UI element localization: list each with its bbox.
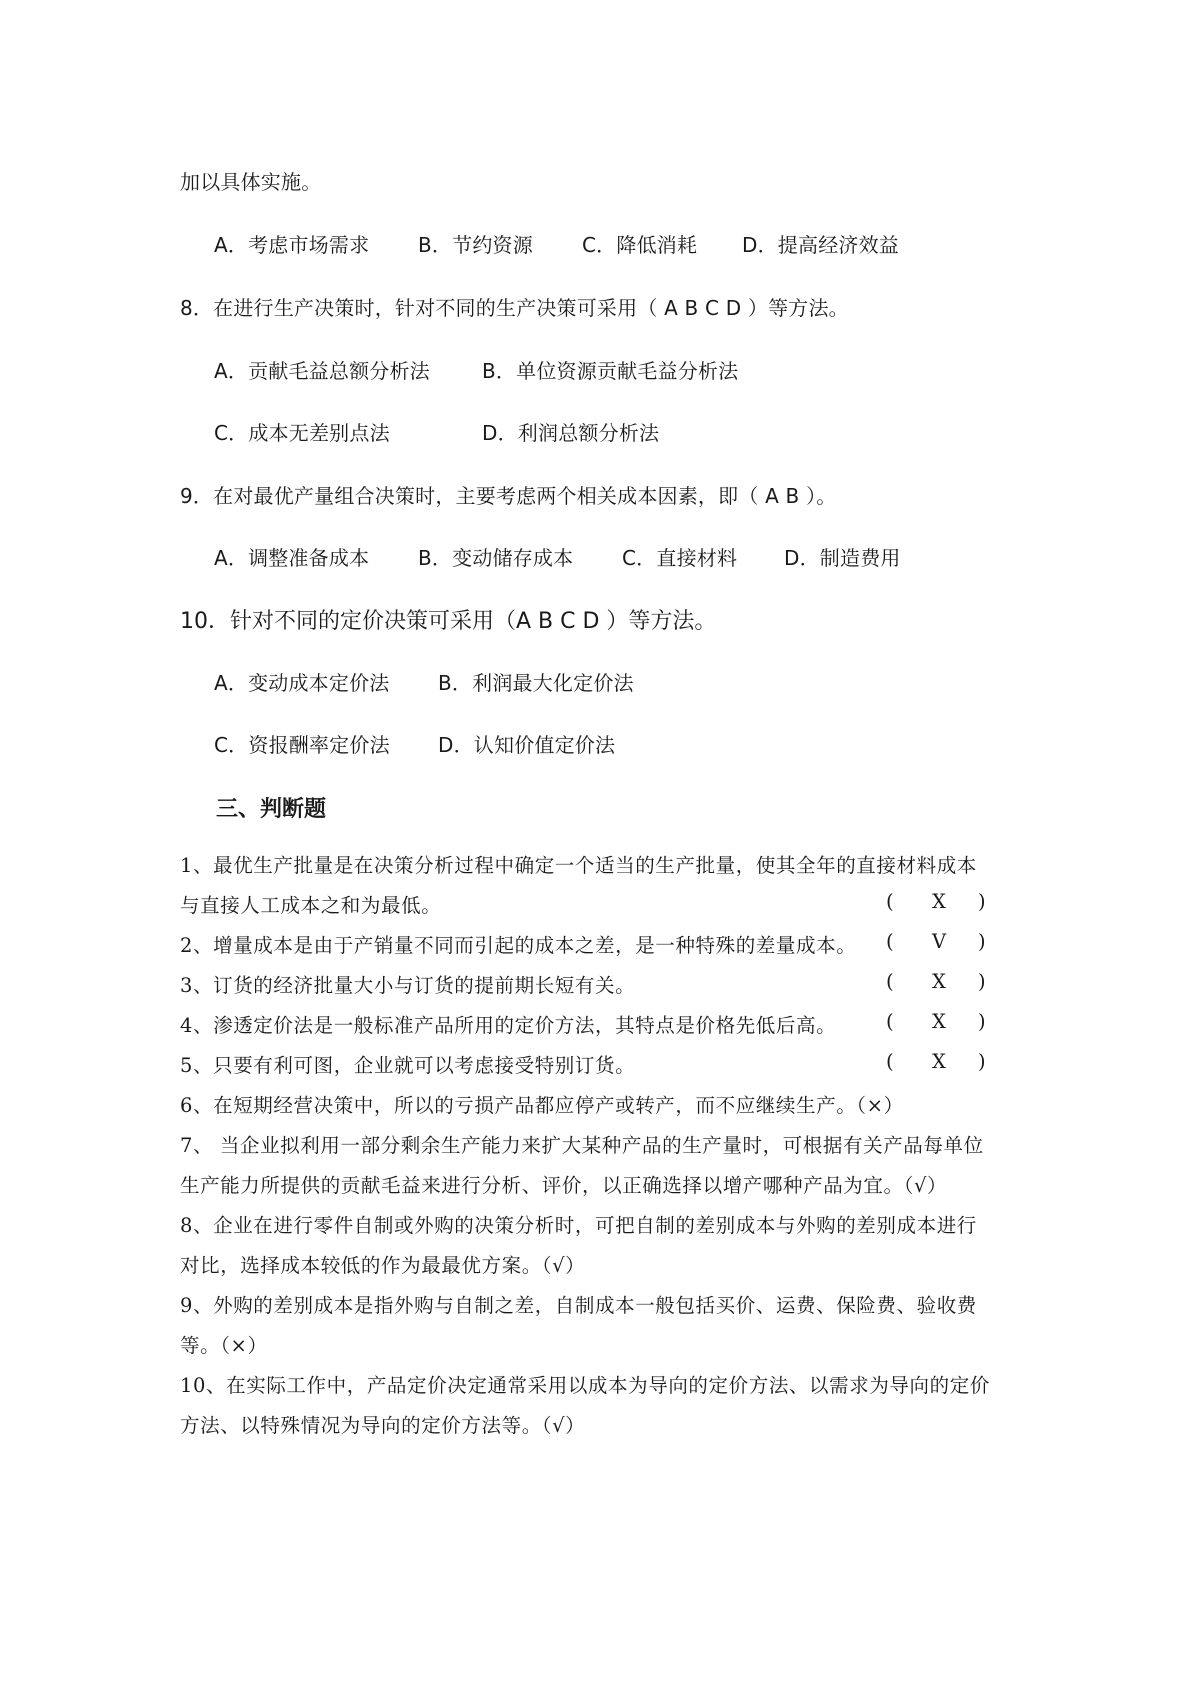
- q7-option-d: D．提高经济效益: [742, 233, 900, 257]
- answer-paren-open: (: [886, 890, 894, 913]
- answer-paren-close: ): [978, 1010, 986, 1033]
- q7-option-c: C．降低消耗: [582, 233, 698, 257]
- q10-option-d: D．认知价值定价法: [438, 733, 616, 757]
- answer-mark: V: [932, 930, 947, 953]
- answer-paren-close: ): [978, 1050, 986, 1073]
- intro-tail: 加以具体实施。: [180, 170, 322, 194]
- judgment-item-text: 对比，选择成本较低的作为最最优方案。（√）: [180, 1254, 586, 1277]
- q10-option-b: B．利润最大化定价法: [438, 671, 634, 695]
- q7-option-a: A．考虑市场需求: [214, 233, 370, 257]
- judgment-item-text: 6、在短期经营决策中，所以的亏损产品都应停产或转产，而不应继续生产。（×）: [180, 1094, 904, 1117]
- judgment-item-text: 1、最优生产批量是在决策分析过程中确定一个适当的生产批量，使其全年的直接材料成本: [180, 854, 977, 877]
- q10-option-a: A．变动成本定价法: [214, 671, 390, 695]
- q8-question: 8．在进行生产决策时，针对不同的生产决策可采用（ A B C D ）等方法。: [180, 296, 849, 320]
- answer-paren-close: ): [978, 890, 986, 913]
- section-heading: 三、判断题: [216, 797, 327, 822]
- judgment-item-text: 方法、以特殊情况为导向的定价方法等。（√）: [180, 1414, 586, 1437]
- q10-question: 10．针对不同的定价决策可采用（A B C D ）等方法。: [180, 609, 717, 634]
- q9-option-c: C．直接材料: [622, 546, 738, 570]
- q9-option-a: A．调整准备成本: [214, 546, 370, 570]
- q9-option-b: B．变动储存成本: [418, 546, 574, 570]
- judgment-item-text: 2、增量成本是由于产销量不同而引起的成本之差，是一种特殊的差量成本。: [180, 934, 857, 957]
- q8-option-c: C．成本无差别点法: [214, 421, 390, 445]
- q9-question: 9．在对最优产量组合决策时，主要考虑两个相关成本因素，即（ A B ）。: [180, 484, 837, 508]
- judgment-item-text: 5、只要有利可图，企业就可以考虑接受特别订货。: [180, 1054, 636, 1077]
- answer-mark: X: [932, 970, 946, 993]
- judgment-item-text: 生产能力所提供的贡献毛益来进行分析、评价，以正确选择以增产哪种产品为宜。（√）: [180, 1174, 948, 1197]
- judgment-item-text: 3、订货的经济批量大小与订货的提前期长短有关。: [180, 974, 636, 997]
- judgment-item-text: 等。（×）: [180, 1334, 268, 1357]
- judgment-item-text: 4、渗透定价法是一般标准产品所用的定价方法，其特点是价格先低后高。: [180, 1014, 837, 1037]
- answer-paren-close: ): [978, 930, 986, 953]
- answer-paren-open: (: [886, 1010, 894, 1033]
- q7-option-b: B．节约资源: [418, 233, 533, 257]
- answer-paren-close: ): [978, 970, 986, 993]
- judgment-item-text: 9、外购的差别成本是指外购与自制之差，自制成本一般包括买价、运费、保险费、验收费: [180, 1294, 977, 1317]
- q8-option-a: A．贡献毛益总额分析法: [214, 359, 430, 383]
- judgment-item-text: 10、在实际工作中，产品定价决定通常采用以成本为导向的定价方法、以需求为导向的定价: [180, 1374, 990, 1397]
- judgment-item-text: 7、 当企业拟利用一部分剩余生产能力来扩大某种产品的生产量时，可根据有关产品每单位: [180, 1134, 984, 1157]
- q10-option-c: C．资报酬率定价法: [214, 733, 390, 757]
- judgment-item-text: 与直接人工成本之和为最低。: [180, 894, 442, 917]
- answer-paren-open: (: [886, 1050, 894, 1073]
- answer-mark: X: [932, 1050, 946, 1073]
- answer-mark: X: [932, 1010, 946, 1033]
- answer-mark: X: [932, 890, 946, 913]
- q8-option-b: B．单位资源贡献毛益分析法: [482, 359, 739, 383]
- judgment-item-text: 8、企业在进行零件自制或外购的决策分析时，可把自制的差别成本与外购的差别成本进行: [180, 1214, 977, 1237]
- answer-paren-open: (: [886, 930, 894, 953]
- q9-option-d: D．制造费用: [784, 546, 901, 570]
- q8-option-d: D．利润总额分析法: [482, 421, 660, 445]
- answer-paren-open: (: [886, 970, 894, 993]
